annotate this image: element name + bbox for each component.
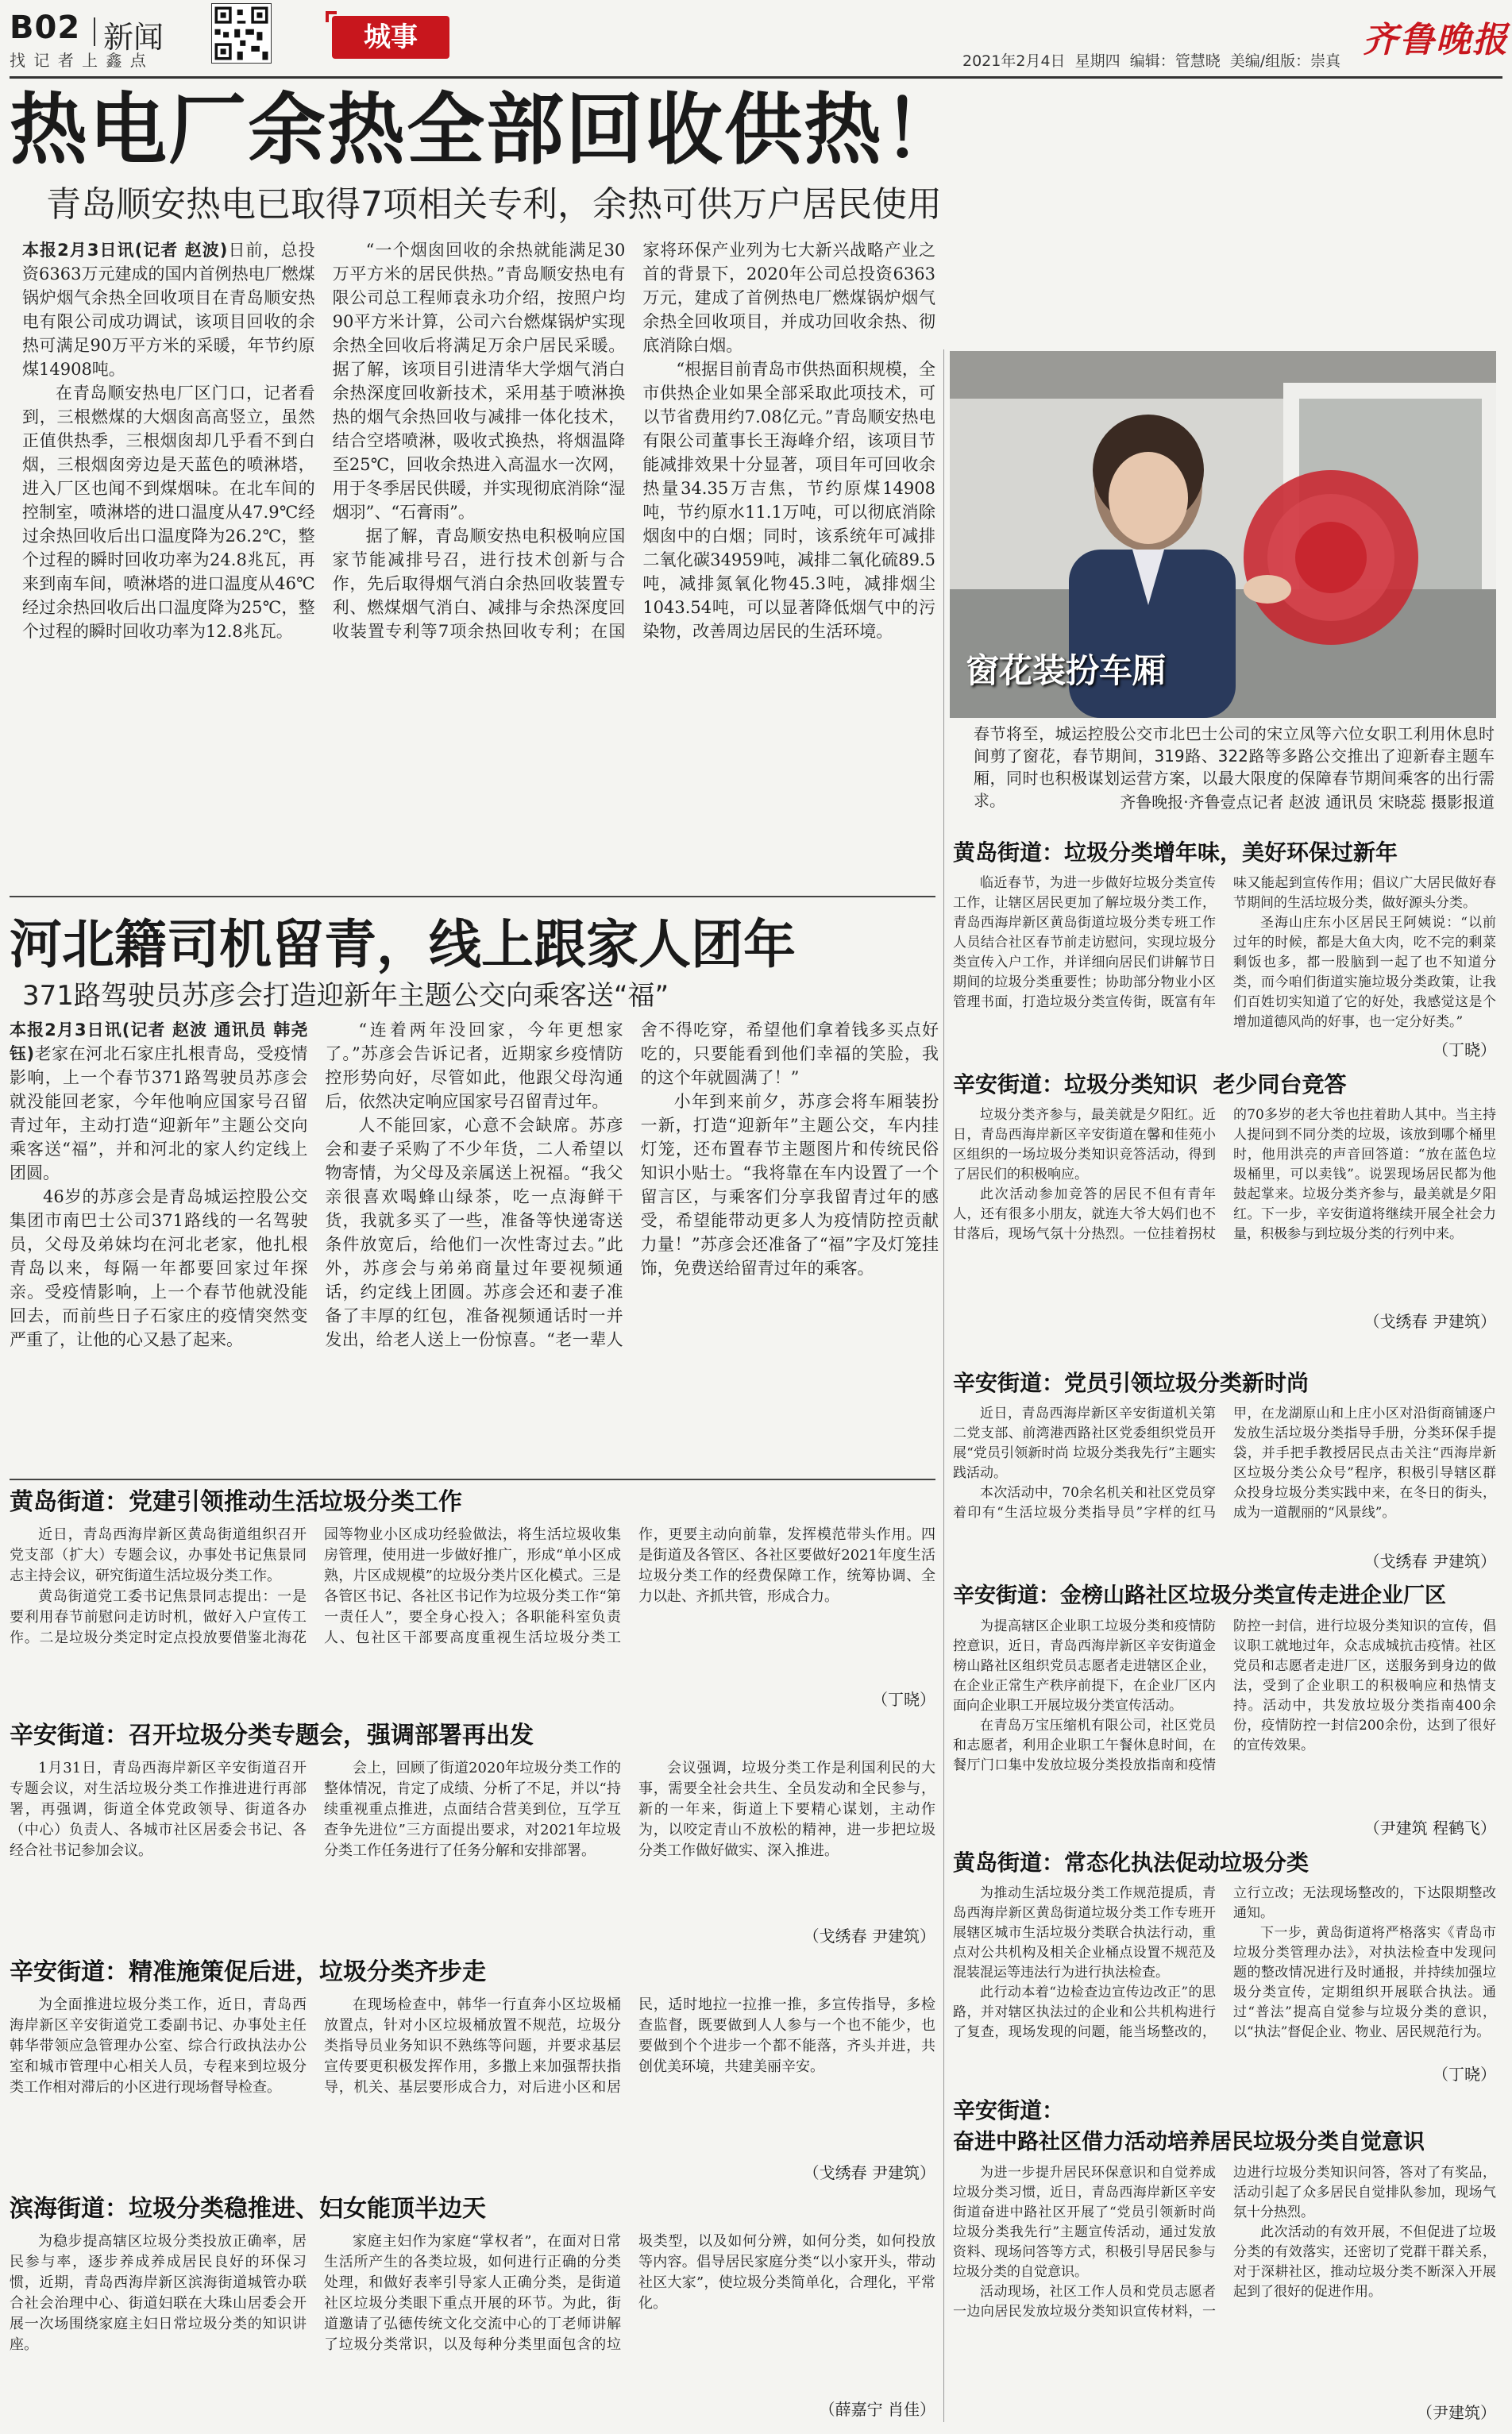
brief-paragraph: 1月31日，青岛西海岸新区辛安街道召开专题会议，对生活垃圾分类工作推进进行再部署，再强调，街道全体党政领导、街道各办（中心）负责人、各城市社区居委会书记、各经合社书记参加会议。 xyxy=(10,1760,307,1859)
lead-bottom-rule xyxy=(10,896,935,897)
photo-overlay-title: 窗花装扮车厢 xyxy=(966,651,1167,690)
right-brief xyxy=(953,1069,1496,1336)
channel-label: 城事 xyxy=(364,21,418,53)
qr-code[interactable] xyxy=(211,3,272,64)
brief-title: 滨海街道：垃圾分类稳推进、妇女能顶半边天 xyxy=(10,2195,486,2223)
brief-paragraph: 圣海山庄东小区居民王阿姨说：“以前过年的时候，都是大鱼大肉，吃不完的剩菜剩饭也多，都一股脑到一起了也不知道分类，而今咱们街道实施垃圾分类政策，让我们百姓切实知道了它的好处，我感觉这是个增加道德风尚的好事，也一定分好类。” xyxy=(1233,915,1496,1030)
right-brief xyxy=(953,1367,1496,1576)
brief-title: 黄岛街道：垃圾分类增年味，美好环保过新年 xyxy=(953,839,1398,866)
brief-signature: （尹建筑 程鹤飞） xyxy=(1364,1819,1496,1838)
lead-paragraph: “根据目前青岛市供热面积规模，全市供热企业如果全部采取此项技术，可以节省费用约7.08亿元。”青岛顺安热电有限公司董事长王海峰介绍，该项目节能减排效果十分显著，项目年可回收余热量34.35万吉焦，节约原煤14908吨，节约原水11.1万吨，可以彻底消除烟囱中的白烟；同时，该系统年可减排二氧化碳34959吨，减排二氧化硫89.5吨，减排氮氧化物45.3吨，减排烟尘1043.54吨，可以显著降低烟气中的污染物，改善周边居民的生活环境。 xyxy=(642,360,935,641)
brief-paragraph: 家庭主妇作为家庭“掌权者”，在面对日常生活所产生的各类垃圾，如何进行正确的分类处理，和做好表率引导家人正确分类，是街道社区垃圾分类眼下重点开展的环节。为此，街道邀请了弘德传统文化交流中心的丁老师讲解了垃圾分类常识，以及每种分类里面包含的垃圾类型，以及如何分辨，如何分类，如何投放等内容。倡导居民家庭分类“以小家开头，带动社区大家”，使垃圾分类简单化，合理化，平常化。 xyxy=(324,2233,935,2353)
lead-subheadline: 青岛顺安热电已取得7项相关专利，余热可供万户居民使用 xyxy=(46,184,942,225)
brief-paragraph: 此行动本着“边检查边宣传边改正”的思路，并对辖区执法过的企业和公共机构进行了复查，现场发现的问题，能当场整改的，立行立改；无法现场整改的，下达限期整改通知。 xyxy=(953,1885,1496,2040)
masthead-logo: 齐鲁晚报 xyxy=(1363,20,1509,60)
section-name: 新闻 xyxy=(103,20,164,55)
brief-signature: （丁晓） xyxy=(1433,1040,1496,1059)
second-article-body xyxy=(10,1018,939,1471)
brief-signature: （丁晓） xyxy=(1433,2065,1496,2084)
brief-signature: （薛嘉宁 肖佳） xyxy=(819,2400,935,2419)
second-paragraph: “连着两年没回家，今年更想家了。”苏彦会告诉记者，近期家乡疫情防控形势向好，尽管如此，他跟父母沟通后，依然决定响应国家号召留青过年。 xyxy=(325,1020,623,1111)
brief-paragraph: 本次活动中，70余名机关和社区党员穿着印有“生活垃圾分类指导员”字样的红马甲，在龙湖原山和上庄小区对沿街商铺逐户发放生活垃圾分类指导手册，分类环保手提袋，并手把手教授居民点击关注“西海岸新区垃圾分类公众号”程序，积极引导辖区群众投身垃圾分类实践中来，在冬日的街头，成为一道靓丽的“风景线”。 xyxy=(953,1406,1496,1521)
brief-title: 辛安街道： xyxy=(953,2097,1065,2123)
brief-paragraph: 为提高辖区企业职工垃圾分类和疫情防控意识，近日，青岛西海岸新区辛安街道金榜山路社区组织党员志愿者走进辖区企业，在企业正常生产秩序前提下，在企业厂区内面向企业职工开展垃圾分类宣传活动。 xyxy=(953,1618,1216,1714)
header-slogan: 找 记 者 上 鑫 点 xyxy=(10,51,148,70)
brief-signature: （戈绣春 尹建筑） xyxy=(1364,1312,1496,1331)
lead-paragraph: 在青岛顺安热电厂区门口，记者看到，三根燃煤的大烟囱高高竖立，虽然正值供热季，三根烟囱却几乎看不到白烟，三根烟囱旁边是天蓝色的喷淋塔，进入厂区也闻不到煤烟味。在北车间的控制室，喷淋塔的进口温度从47.9℃经过余热回收后出口温度降为26.2℃，整个过程的瞬时回收功率为24.8兆瓦，再来到南车间，喷淋塔的进口温度从46℃经过余热回收后出口温度降为25℃，整个过程的瞬时回收功率为12.8兆瓦。 xyxy=(22,384,315,641)
second-paragraph: 小年到来前夕，苏彦会将车厢装扮一新，打造“迎新年”主题公交，车内挂灯笼，还布置春节主题图片和传统民俗知识小贴士。“我将靠在车内设置了一个留言区，与乘客们分享我留青过年的感受，希望能带动更多人为疫情防控贡献力量！”苏彦会还准备了“福”字及灯笼挂饰，免费送给留青过年的乘客。 xyxy=(640,1092,939,1278)
brief-paragraph: 此次活动的有效开展，不但促进了垃圾分类的有效落实，还密切了党群干群关系，对于深耕社区，推动垃圾分类不断深入开展起到了很好的促进作用。 xyxy=(1233,2224,1496,2300)
lead-headline: 热电厂余热全部回收供热！ xyxy=(10,85,963,176)
second-bottom-rule xyxy=(10,1479,935,1480)
left-brief xyxy=(10,1720,935,1950)
brief-paragraph: 为进一步提升居民环保意识和自觉养成垃圾分类习惯，近日，青岛西海岸新区辛安街道奋进中路社区开展了“党员引领新时尚 垃圾分类我先行”主题宣传活动，通过发放资料、现场问答等方式，积极引导居民参与垃圾分类的自觉意识。 xyxy=(953,2165,1216,2280)
brief-paragraph: 为推动生活垃圾分类工作规范提质，青岛西海岸新区黄岛街道垃圾分类工作专班开展辖区城市生活垃圾分类联合执法行动，重点对公共机构及相关企业桶点设置不规范及混装混运等违法行为进行执法检查。 xyxy=(953,1885,1216,1981)
brief-title: 辛安街道：党员引领垃圾分类新时尚 xyxy=(953,1370,1310,1396)
second-paragraph: 人不能回家，心意不会缺席。苏彦会和妻子采购了不少年货，二人希望以物寄情，为父母及亲属送上祝福。“我父亲很喜欢喝蜂山绿茶，吃一点海鲜干货，我就多买了一些，准备等快递寄送条件放宽后，给他们一次性寄过去。”此外，苏彦会与弟弟商量过年要视频通话，约定线上团圆。苏彦会还和妻子准备了丰厚的红包，准备视频通话时一并发出，给老人送上一份惊喜。“老一辈人舍不得吃穿，希望他们拿着钱多买点好吃的，只要能看到他们幸福的笑脸，我的这个年就圆满了！” xyxy=(325,1020,939,1349)
news-photo xyxy=(950,351,1496,718)
brief-signature: （戈绣春 尹建筑） xyxy=(1364,1552,1496,1571)
brief-signature: （丁晓） xyxy=(872,1690,935,1709)
channel-badge xyxy=(332,16,449,59)
brief-signature: （尹建筑） xyxy=(1417,2403,1496,2422)
left-brief xyxy=(10,2193,935,2424)
brief-title: 黄岛街道：常态化执法促动垃圾分类 xyxy=(953,1850,1310,1876)
lead-article-body xyxy=(22,238,935,889)
right-brief xyxy=(953,2095,1496,2427)
header-divider xyxy=(94,17,95,46)
second-headline: 河北籍司机留青，线上跟家人团年 xyxy=(10,914,796,975)
brief-paragraph: 下一步，黄岛街道将严格落实《青岛市垃圾分类管理办法》，对执法检查中发现问题的整改情况进行及时通报，并持续加强垃圾分类宣传，定期组织开展联合执法。通过“普法”提高自觉参与垃圾分类的意识，以“执法”督促企业、物业、居民规范行为。 xyxy=(1233,1925,1496,2040)
lead-paragraph: 据了解，青岛顺安热电积极响应国家节能减排号召，进行技术创新与合作，先后取得烟气消白余热回收装置专利、燃煤烟气消白、减排与余热深度回收装置专利等7项余热回收专利；在国家将环保产业列为七大新兴战略产业之首的背景下，2020年公司总投资6363万元，建成了首例热电厂燃煤锅炉烟气余热全回收项目，并成功回收余热、彻底消除白烟。 xyxy=(332,241,935,641)
brief-title: 辛安街道：金榜山路社区垃圾分类宣传走进企业厂区 xyxy=(953,1583,1446,1608)
issue-date-editors: 2021年2月4日 星期四 编辑：管慧晓 美编/组版：崇真 xyxy=(962,52,1341,70)
channel-corner-mark xyxy=(326,11,337,22)
lead-paragraph: 日前，总投资6363万元建成的国内首例热电厂燃煤锅炉烟气余热全回收项目在青岛顺安热电有限公司成功调试，该项目回收的余热可满足90万平方米的采暖，年节约原煤14908吨。 xyxy=(22,241,315,379)
brief-paragraph: 在青岛万宝压缩机有限公司，社区党员和志愿者，利用企业职工午餐休息时间，在餐厅门口集中发放垃圾分类投放指南和疫情防控一封信，进行垃圾分类知识的宣传，倡议职工就地过年，众志成城抗击疫情。社区党员和志愿者走进厂区，送服务到身边的做法，受到了企业职工的积极响应和热情支持。活动中，共发放垃圾分类指南400余份，疫情防控一封信200余份，达到了很好的宣传效果。 xyxy=(953,1618,1496,1773)
brief-title: 黄岛街道：党建引领推动生活垃圾分类工作 xyxy=(10,1488,462,1516)
brief-paragraph: 为稳步提高辖区垃圾分类投放正确率，居民参与率，逐步养成养成居民良好的环保习惯，近期，青岛西海岸新区滨海街道城管办联合社会治理中心、街道妇联在大珠山居委会开展一次场围绕家庭主妇日常垃圾分类的知识讲座。 xyxy=(10,2233,307,2353)
second-paragraph: 老家在河北石家庄扎根青岛，受疫情影响，上一个春节371路驾驶员苏彦会就没能回老家，今年他响应国家号召留青过年，主动打造“迎新年”主题公交向乘客送“福”，并和河北的家人约定线上团圆。 xyxy=(10,1044,308,1182)
brief-signature: （戈绣春 尹建筑） xyxy=(803,1927,935,1946)
photo-credit: 齐鲁晚报·齐鲁壹点记者 赵波 通讯员 宋晓蕊 摄影报道 xyxy=(1120,793,1495,812)
qr-code-icon xyxy=(212,4,271,63)
left-brief xyxy=(10,1487,935,1714)
second-byline: 本报2月3日讯(记者 赵波 通讯员 韩尧钰) xyxy=(10,1020,308,1063)
right-brief xyxy=(953,1580,1496,1842)
second-subheadline: 371路驾驶员苏彦会打造迎新年主题公交向乘客送“福” xyxy=(22,980,669,1012)
lead-paragraph: “一个烟囱回收的余热就能满足30万平方米的居民供热。”青岛顺安热电有限公司总工程师袁永功介绍，按照户均90平方米计算，公司六台燃煤锅炉实现余热全回收后将满足万余户居民采暖。据了解，该项目引进清华大学烟气消白余热深度回收新技术，采用基于喷淋换热的烟气余热回收与减排一体化技术，结合空塔喷淋，吸收式换热，将烟温降至25℃，回收余热进入高温水一次网，用于冬季居民供暖，并实现彻底消除“湿烟羽”、“石膏雨”。 xyxy=(332,241,626,522)
brief-paragraph: 黄岛街道党工委书记焦景同志提出：一是要利用春节前慰问走访时机，做好入户宣传工作。二是垃圾分类定时定点投放要借鉴北海花园等物业小区成功经验做法，将生活垃圾收集房管理，使用进一步做好推广，形成“单小区成熟，片区成规模”的垃圾分类片区化模式。三是各管区书记、各社区书记作为垃圾分类工作“第一责任人”，要全身心投入；各职能科室负责人、包社区干部要高度重视生活垃圾分类工作，更要主动向前靠，发挥模范带头作用。四是街道及各管区、各社区要做好2021年度生活垃圾分类工作的经费保障工作，统筹协调、全力以赴、齐抓共管，形成合力。 xyxy=(10,1526,935,1646)
brief-title: 辛安街道：精准施策促后进，垃圾分类齐步走 xyxy=(10,1958,486,1986)
lead-byline: 本报2月3日讯(记者 赵波) xyxy=(22,241,228,260)
brief-paragraph: 近日，青岛西海岸新区黄岛街道组织召开党支部（扩大）专题会议，办事处书记焦景同志主持会议，研究街道生活垃圾分类工作。 xyxy=(10,1526,307,1584)
brief-paragraph: 活动现场，社区工作人员和党员志愿者一边向居民发放垃圾分类知识宣传材料，一边进行垃圾分类知识问答，答对了有奖品，活动引起了众多居民自觉排队参加，现场气氛十分热烈。 xyxy=(953,2165,1496,2320)
brief-title: 辛安街道：垃圾分类知识 老少同台竞答 xyxy=(953,1071,1347,1097)
second-paragraph: 46岁的苏彦会是青岛城运控股公交集团市南巴士公司371路线的一名驾驶员，父母及弟妹均在河北老家，他扎根青岛以来，每隔一年都要回家过年探亲。受疫情影响，上一个春节他就没能回去，而前些日子石家庄的疫情突然变严重了，让他的心又悬了起来。 xyxy=(10,1187,308,1349)
header-rule xyxy=(10,76,1502,79)
left-brief xyxy=(10,1957,935,2187)
brief-signature: （戈绣春 尹建筑） xyxy=(803,2163,935,2182)
brief-paragraph: 垃圾分类齐参与，最美就是夕阳红。近日，青岛西海岸新区辛安街道在馨和佳苑小区组织的一场垃圾分类知识竞答活动，得到了居民们的积极响应。 xyxy=(953,1107,1216,1182)
brief-paragraph: 会议强调，垃圾分类工作是利国利民的大事，需要全社会共生、全员发动和全民参与，新的一年来，街道上下要精心谋划，主动作为，以咬定青山不放松的精神，进一步把垃圾分类工作做好做实、深入推进。 xyxy=(638,1760,935,1859)
brief-title-line2: 奋进中路社区借力活动培养居民垃圾分类自觉意识 xyxy=(953,2130,1425,2154)
brief-paragraph: 会上，回顾了街道2020年垃圾分类工作的整体情况，肯定了成绩、分析了不足，并以“持续重视重点推进，点面结合营美到位，互学互查争先进位”三方面提出要求，对2021年垃圾分类工作任务进行了任务分解和安排部署。 xyxy=(324,1760,621,1859)
photo-caption-text: 春节将至，城运控股公交市北巴士公司的宋立凤等六位女职工利用休息时间剪了窗花，春节期间，319路、322路等多路公交推出了迎新春主题车厢，同时也积极谋划运营方案，以最大限度的保障春节期间乘客的出行需求。 xyxy=(974,724,1495,810)
brief-paragraph: 临近春节，为进一步做好垃圾分类宣传工作，让辖区居民更加了解垃圾分类工作，青岛西海岸新区黄岛街道垃圾分类专班工作人员结合社区春节前走访慰问，实现垃圾分类宣传入户工作，并详细向居民们讲解节日期间的垃圾分类重要性；协助部分物业小区管理书面，打造垃圾分类宣传街，既富有年味又能起到宣传作用；倡议广大居民做好春节期间的生活垃圾分类，做好源头分类。 xyxy=(953,875,1496,1010)
right-brief xyxy=(953,1847,1496,2089)
brief-paragraph: 近日，青岛西海岸新区辛安街道机关第二党支部、前湾港西路社区党委组织党员开展“党员引领新时尚 垃圾分类我先行”主题实践活动。 xyxy=(953,1406,1216,1481)
page-number: B02 xyxy=(10,10,81,46)
column-divider xyxy=(943,349,944,2422)
brief-paragraph: 在现场检查中，韩华一行直奔小区垃圾桶放置点，针对小区垃圾桶放置不规范，垃圾分类指导员业务知识不熟练等问题，并要求基层宣传要更积极发挥作用，多撒上来加强帮扶指导，机关、基层要形成合力，对后进小区和居民，适时地拉一拉推一推，多宣传指导，多检查监督，既要做到人人参与一个也不能少，也要做到个个进步一个都不能落，齐头并进，共创优美环境，共建美丽辛安。 xyxy=(324,1996,935,2096)
right-brief xyxy=(953,837,1496,1064)
brief-title: 辛安街道：召开垃圾分类专题会，强调部署再出发 xyxy=(10,1722,534,1749)
brief-paragraph: 此次活动参加竞答的居民不但有青年人，还有很多小朋友，就连大爷大妈们也不甘落后，现场气氛十分热烈。一位挂着拐杖的70多岁的老大爷也拄着助人其中。当主持人提问到不同分类的垃圾，该放到哪个桶里时，他用洪亮的声音回答道：“放在蓝色垃圾桶里，可以卖钱”。说罢现场居民都为他鼓起掌来。垃圾分类齐参与，最美就是夕阳红。下一步，辛安街道将继续开展全社会力量，积极参与到垃圾分类的行列中来。 xyxy=(953,1107,1496,1242)
brief-paragraph: 为全面推进垃圾分类工作，近日，青岛西海岸新区辛安街道党工委副书记、办事处主任韩华带领应急管理办公室、综合行政执法办公室和城市管理中心相关人员，专程来到垃圾分类工作相对滞后的小区进行现场督导检查。 xyxy=(10,1996,307,2096)
